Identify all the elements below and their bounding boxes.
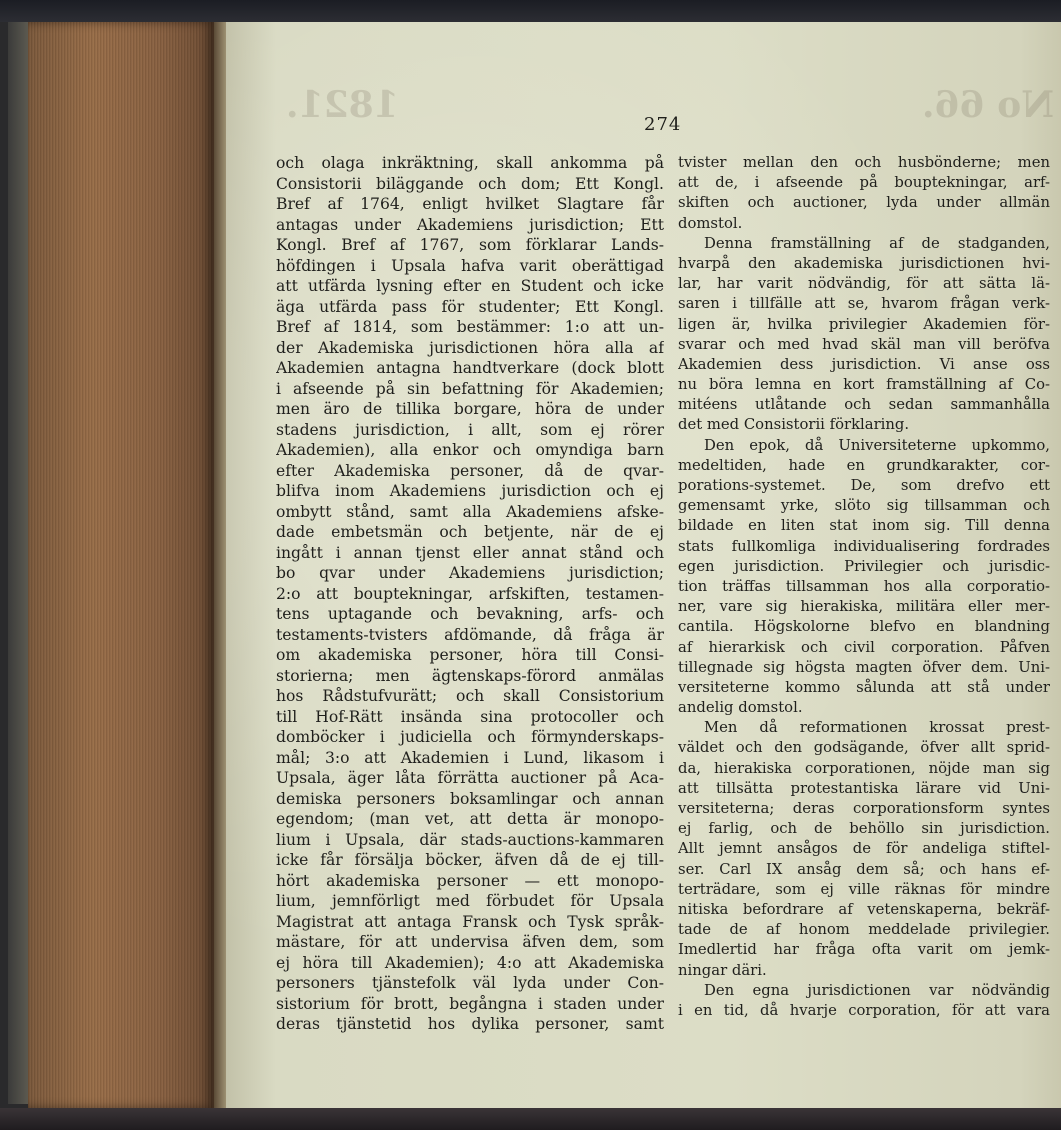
text-line: sistorium för brott, begångna i staden under [276, 994, 664, 1013]
text-line: ner, vare sig hierakiska, militära eller mer- [678, 598, 1050, 616]
text-line: ej höra till Akademien); 4:o att Akademiska [276, 953, 664, 972]
text-line: domböcker i judiciella och förmynderskaps- [276, 728, 664, 746]
backdrop-top [0, 0, 1061, 22]
text-line: tade de af honom meddelade privilegier. [678, 921, 1050, 939]
text-line: gemensamt yrke, slöto sig tillsamman och [678, 497, 1050, 515]
text-line: antagas under Akademiens jurisdiction; Ett [276, 215, 664, 234]
text-line: Allt jemnt ansågos de för andeliga stiftel- [678, 840, 1050, 858]
text-line: storierna; men ägtenskaps-förord anmälas [276, 666, 664, 685]
text-line: Den epok, då Universiteterne upkommo, [704, 436, 1050, 454]
text-line: personers tjänstefolk väl lyda under Con- [276, 974, 664, 992]
text-line: att utfärda lysning efter en Student och icke [276, 277, 664, 295]
backdrop-bottom [0, 1108, 1061, 1130]
text-line: porations-systemet. De, som drefvo ett [678, 477, 1050, 494]
text-line: mål; 3:o att Akademien i Lund, likasom i [276, 748, 664, 767]
text-line: domstol. [678, 214, 743, 232]
text-line: men äro de tillika borgare, höra de under [276, 400, 664, 418]
text-line: tvister mellan den och husbönderne; men [678, 154, 1050, 171]
text-line: stats fullkomliga individualisering fordrades [678, 537, 1050, 555]
text-line: af hierarkisk och civil corporation. Påfven [678, 638, 1050, 656]
text-line: stadens jurisdiction, i allt, som ej rörer [276, 420, 664, 439]
text-line: Den egna jurisdictionen var nödvändig [704, 981, 1050, 999]
text-line: egendom; (man vet, att detta är monopo- [276, 810, 664, 828]
text-line: nu böra lemna en kort framställning af Co- [678, 376, 1050, 394]
text-line: deras tjänstetid hos dylika personer, samt [276, 1015, 664, 1033]
text-line: hört akademiska personer — ett monopo- [276, 871, 664, 890]
text-line: till Hof-Rätt insända sina protocoller och [276, 707, 664, 726]
text-line: ligen är, hvilka privilegier Akademien för- [678, 315, 1050, 333]
text-line: höfdingen i Upsala hafva varit oberättigad [276, 256, 664, 275]
text-line: egen jurisdiction. Privilegier och jurisdic- [678, 557, 1050, 575]
text-line: om akademiska personer, höra till Consi- [276, 646, 664, 664]
text-line: mitéens utlåtande och sedan sammanhålla [678, 396, 1050, 414]
text-line: ej farlig, och de behöllo sin jurisdiction. [678, 820, 1050, 838]
text-line: testaments-tvisters afdömande, då fråga är [276, 625, 664, 644]
text-line: lar, har varit nödvändig, för att sätta lä- [678, 275, 1050, 293]
text-line: bildade en liten stat inom sig. Till denna [678, 517, 1050, 535]
text-line: lium i Upsala, där stads-auctions-kammaren [276, 830, 664, 849]
text-line: versiteterne kommo sålunda att stå under [678, 678, 1050, 696]
text-line: versiteterna; deras corporationsform syntes [678, 800, 1050, 817]
text-line: Denna framställning af de stadganden, [704, 234, 1050, 252]
text-line: ningar däri. [678, 961, 767, 979]
text-line: 2:o att bouptekningar, arfskiften, testamen- [276, 584, 664, 603]
book-page [226, 22, 1061, 1108]
text-line: Akademien dess jurisdiction. Vi anse oss [678, 355, 1050, 373]
text-line: Kongl. Bref af 1767, som förklarar Lands- [276, 236, 664, 254]
text-line: Bref af 1764, enligt hvilket Slagtare får [276, 195, 664, 213]
text-line: skiften och auctioner, lyda under allmän [678, 194, 1050, 212]
text-line: Imedlertid har fråga ofta varit om jemk- [678, 941, 1050, 959]
text-line: nitiska befordrare af vetenskaperna, bekräf- [678, 900, 1050, 918]
bleed-through-text-right: No 66. [922, 84, 1055, 126]
text-line: Akademien antagna handtverkare (dock blott [276, 359, 664, 377]
text-line: bo qvar under Akademiens jurisdiction; [276, 564, 664, 582]
text-line: der Akademiska jurisdictionen höra alla af [276, 338, 664, 357]
right-text-column [678, 153, 1050, 1021]
text-line: ombytt stånd, samt alla Akademiens afske- [276, 502, 664, 521]
text-line: tillegnade sig högsta magten öfver dem. Uni- [678, 658, 1050, 676]
text-line: efter Akademiska personer, då de qvar- [276, 461, 664, 480]
text-line: blifva inom Akademiens jurisdiction och ej [276, 482, 664, 500]
text-line: icke får försälja böcker, äfven då de ej till- [276, 851, 664, 869]
page-block-edges [28, 22, 214, 1108]
text-line: da, hierakiska corporationen, nöjde man sig [678, 759, 1050, 777]
text-line: i afseende på sin befattning för Akademien; [276, 379, 664, 398]
text-line: hos Rådstufvurätt; och skall Consistorium [276, 687, 664, 705]
bleed-through-text-left: 1821. [286, 84, 399, 126]
left-text-column [276, 153, 664, 1035]
text-line: Men då reformationen krossat prest- [704, 719, 1050, 737]
text-line: i en tid, då hvarje corporation, för att vara [678, 1001, 1050, 1019]
text-line: hvarpå den akademiska jurisdictionen hvi- [678, 254, 1050, 272]
text-line: terträdare, som ej ville räknas för mindre [678, 880, 1050, 898]
text-line: att de, i afseende på bouptekningar, arf- [678, 174, 1050, 192]
text-line: att tillsätta protestantiska lärare vid Uni- [678, 779, 1050, 797]
text-line: ingått i annan tjenst eller annat stånd och [276, 543, 664, 562]
text-line: saren i tillfälle att se, hvarom frågan verk- [678, 295, 1050, 313]
text-line: medeltiden, hade en grundkarakter, cor- [678, 456, 1050, 474]
text-line: det med Consistorii förklaring. [678, 416, 910, 434]
text-line: Bref af 1814, som bestämmer: 1:o att un- [276, 318, 664, 336]
page-number: 274 [644, 114, 682, 135]
text-line: väldet och den godsägande, öfver allt sprid- [678, 739, 1050, 757]
text-line: dade embetsmän och betjente, när de ej [276, 523, 664, 541]
text-line: cantila. Högskolorne blefvo en blandning [678, 618, 1050, 636]
text-line: ser. Carl IX ansåg dem så; och hans ef- [678, 860, 1050, 878]
text-line: och olaga inkräktning, skall ankomma på [276, 154, 664, 172]
text-line: tens uptagande och bevakning, arfs- och [276, 605, 664, 623]
text-line: mästare, för att undervisa äfven dem, som [276, 933, 664, 951]
text-line: svarar och med hvad skäl man vill beröfva [678, 335, 1050, 353]
text-line: Consistorii biläggande och dom; Ett Kongl. [276, 174, 664, 193]
text-line: Magistrat att antaga Fransk och Tysk språk- [276, 912, 664, 931]
text-line: andelig domstol. [678, 699, 803, 717]
text-line: lium, jemnförligt med förbudet för Upsala [276, 892, 664, 910]
text-line: tion träffas tillsamman hos alla corporatio- [678, 577, 1050, 595]
text-line: äga utfärda pass för studenter; Ett Kongl. [276, 297, 664, 316]
text-line: Akademien), alla enkor och omyndiga barn [276, 441, 664, 459]
text-line: Upsala, äger låta förrätta auctioner på Aca- [276, 769, 664, 787]
text-line: demiska personers boksamlingar och annan [276, 789, 664, 808]
